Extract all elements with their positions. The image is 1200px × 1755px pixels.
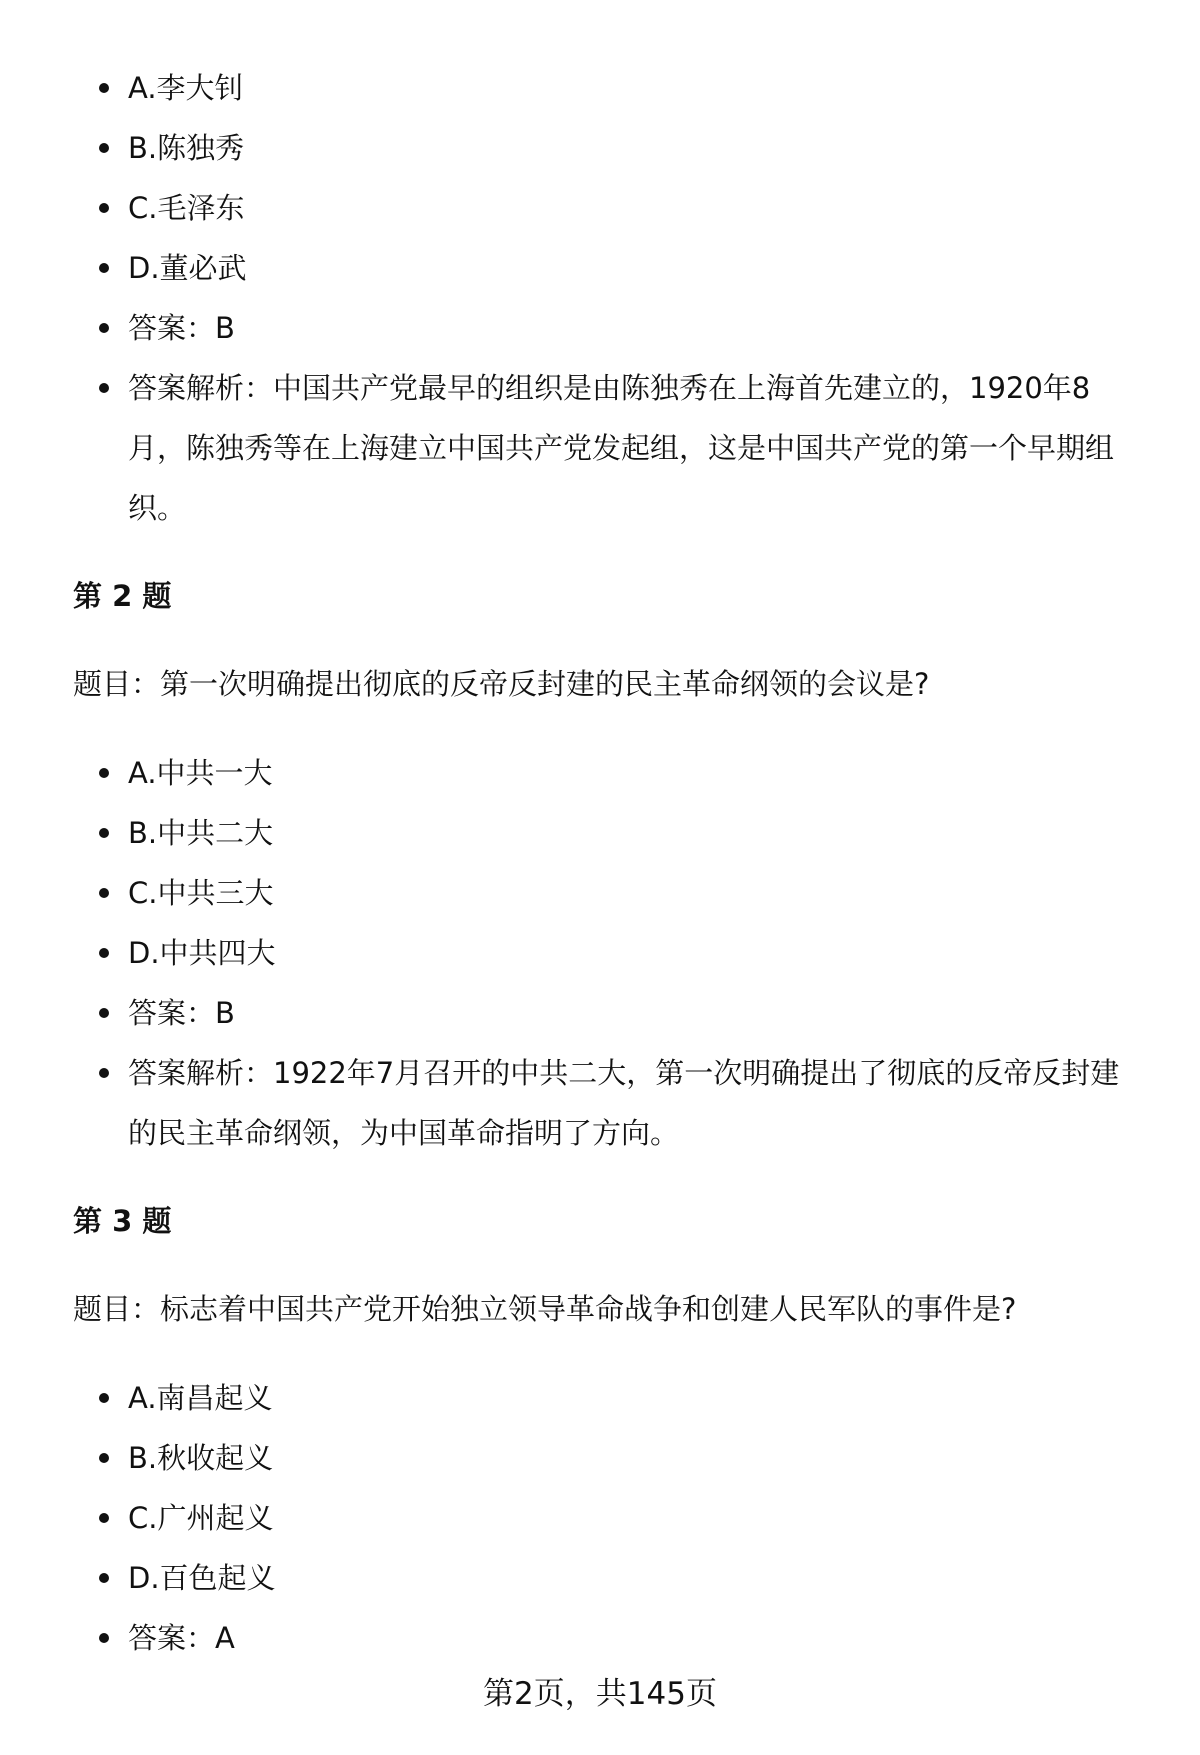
question-3-heading: 第 3 题 [73, 1204, 172, 1238]
option-d: D.中共四大 [0, 923, 1200, 983]
option-d: D.董必武 [0, 238, 1200, 298]
question-2-heading: 第 2 题 [73, 579, 172, 613]
answer: 答案：B [0, 298, 1200, 358]
answer-explanation: 答案解析：1922年7月召开的中共二大，第一次明确提出了彻底的反帝反封建的民主革命纲领，为中国革命指明了方向。 [0, 1043, 1200, 1163]
question-2-options [0, 743, 1200, 1163]
option-b: B.陈独秀 [0, 118, 1200, 178]
option-b: B.中共二大 [0, 803, 1200, 863]
option-a: A.南昌起义 [0, 1368, 1200, 1428]
option-c: C.广州起义 [0, 1488, 1200, 1548]
question-1-options [0, 58, 1200, 538]
option-b: B.秋收起义 [0, 1428, 1200, 1488]
question-3-options [0, 1368, 1200, 1668]
option-c: C.毛泽东 [0, 178, 1200, 238]
question-3-text: 题目：标志着中国共产党开始独立领导革命战争和创建人民军队的事件是? [73, 1292, 1017, 1326]
answer-explanation: 答案解析：中国共产党最早的组织是由陈独秀在上海首先建立的，1920年8月，陈独秀等在上海建立中国共产党发起组，这是中国共产党的第一个早期组织。 [0, 358, 1200, 538]
option-a: A.李大钊 [0, 58, 1200, 118]
option-c: C.中共三大 [0, 863, 1200, 923]
answer: 答案：B [0, 983, 1200, 1043]
page-indicator: 第2页，共145页 [483, 1676, 717, 1712]
question-2-text: 题目：第一次明确提出彻底的反帝反封建的民主革命纲领的会议是? [73, 667, 930, 701]
option-a: A.中共一大 [0, 743, 1200, 803]
answer: 答案：A [0, 1608, 1200, 1668]
option-d: D.百色起义 [0, 1548, 1200, 1608]
